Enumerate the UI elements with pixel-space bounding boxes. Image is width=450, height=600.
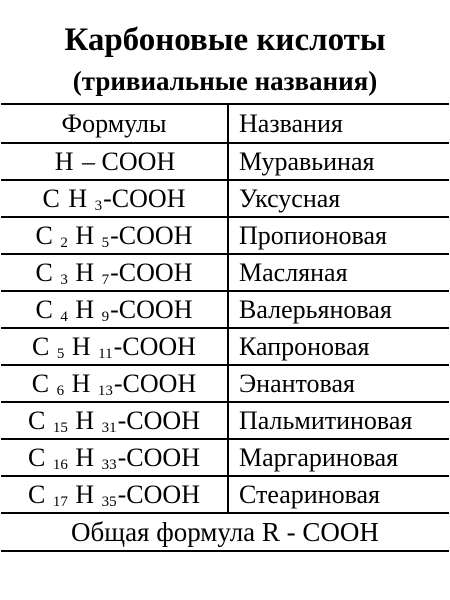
table-row [1,254,449,291]
formula-hydrogen-count: 3 [94,197,103,214]
formula-carbon: C [42,183,60,213]
formula-hydrogen: H [68,183,88,213]
table-header-row [1,105,449,143]
formula-cell [1,291,228,328]
formula-carbon-count: 3 [60,271,68,288]
formula-carbon: C [28,479,46,509]
formula-carboxyl-group: -COOH [117,405,200,435]
table-row [1,476,449,513]
formula-hydrogen-count: 31 [101,419,117,436]
title-block [1,6,449,105]
formula-carboxyl-group: -COOH [110,257,193,287]
formula-hydrogen-count: 5 [101,234,110,251]
formula-hydrogen: H [71,331,91,361]
table-row [1,217,449,254]
acid-name: Маргариновая [228,439,449,476]
formula-carbon-count: 5 [56,345,65,362]
formula-cell [1,180,228,217]
formula-carboxyl-group: -COOH [110,220,193,250]
formula-carboxyl-group: -COOH [117,479,200,509]
acid-name: Муравьиная [228,143,449,180]
formula-carbon: C [35,220,53,250]
column-header-names: Названия [228,105,449,143]
table-row [1,180,449,217]
formula-carbon: C [35,257,53,287]
formula-hydrogen: H [75,294,95,324]
table-row [1,291,449,328]
page-subtitle: (тривиальные названия) [72,66,378,96]
formula-carbon-count: 4 [60,308,68,325]
formula-carbon-count: 17 [52,493,68,510]
acid-name: Уксусная [228,180,449,217]
formula-carbon-count: 16 [52,456,68,473]
formula-carbon: C [35,294,53,324]
formula-carbon-count: 2 [60,234,68,251]
formula-carboxyl-group: – COOH [75,146,176,176]
formula-carbon-count: 15 [52,419,68,436]
formula-carboxyl-group: -COOH [117,442,200,472]
table-row [1,143,449,180]
column-header-formulas: Формулы [1,105,228,143]
formula-cell [1,402,228,439]
acid-name: Пропионовая [228,217,449,254]
formula-carbon: C [28,405,46,435]
formula-carboxyl-group: -COOH [103,183,186,213]
formula-cell [1,476,228,513]
formula-cell [1,328,228,365]
formula-cell [1,439,228,476]
page-title: Карбоновые кислоты [64,22,386,58]
formula-carbon-count: 6 [56,382,65,399]
formula-hydrogen-count: 9 [101,308,110,325]
formula-hydrogen: H [54,146,74,176]
formula-hydrogen-count: 13 [97,382,113,399]
formula-cell [1,365,228,402]
acid-name: Энантовая [228,365,449,402]
acid-name: Валерьяновая [228,291,449,328]
formula-carbon: C [28,442,46,472]
table-row [1,365,449,402]
formula-hydrogen-count: 33 [101,456,117,473]
formula-hydrogen: H [71,368,91,398]
formula-hydrogen-count: 11 [98,345,113,362]
formula-carboxyl-group: -COOH [113,331,196,361]
formula-hydrogen: H [75,257,95,287]
formula-carboxyl-group: -COOH [110,294,193,324]
formula-cell [1,254,228,291]
acids-table [1,105,449,514]
acid-name: Пальмитиновая [228,402,449,439]
table-row [1,328,449,365]
general-formula: Общая формула R - COOH [1,514,449,552]
acid-name: Масляная [228,254,449,291]
formula-hydrogen: H [75,479,95,509]
formula-carbon: C [32,331,50,361]
table-row [1,402,449,439]
formula-carboxyl-group: -COOH [113,368,197,398]
formula-cell [1,217,228,254]
formula-hydrogen: H [75,442,95,472]
formula-cell [1,143,228,180]
acid-name: Капроновая [228,328,449,365]
formula-hydrogen: H [75,405,95,435]
formula-carbon: C [31,368,50,398]
formula-hydrogen-count: 35 [101,493,117,510]
formula-hydrogen-count: 7 [101,271,110,288]
carboxylic-acids-sheet [1,6,449,552]
table-row [1,439,449,476]
acid-name: Стеариновая [228,476,449,513]
formula-hydrogen: H [75,220,95,250]
